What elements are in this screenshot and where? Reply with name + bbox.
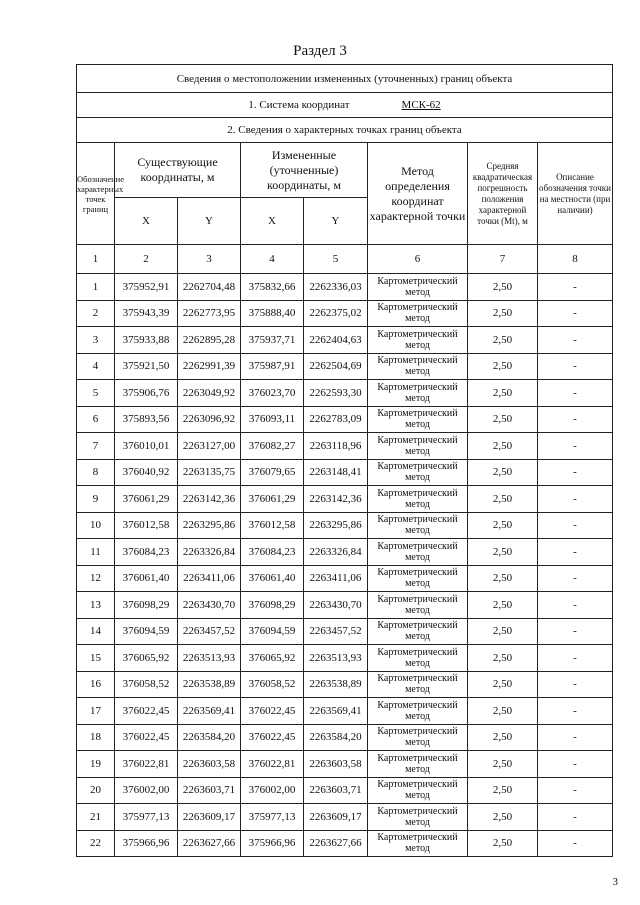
table-row bbox=[77, 777, 613, 804]
cell-method: Картометрический метод bbox=[368, 592, 468, 619]
table-row bbox=[77, 512, 613, 539]
cell-accuracy: 2,50 bbox=[468, 592, 538, 619]
header-existing-y: Y bbox=[178, 198, 241, 245]
cell-existing-y: 2263430,70 bbox=[178, 592, 241, 619]
cell-changed-x: 376065,92 bbox=[241, 645, 304, 672]
cell-accuracy: 2,50 bbox=[468, 486, 538, 513]
cell-method: Картометрический метод bbox=[368, 618, 468, 645]
cell-existing-x: 375943,39 bbox=[115, 300, 178, 327]
cell-accuracy: 2,50 bbox=[468, 300, 538, 327]
cell-changed-x: 376012,58 bbox=[241, 512, 304, 539]
cell-changed-y: 2263118,96 bbox=[304, 433, 368, 460]
cell-existing-y: 2262704,48 bbox=[178, 274, 241, 301]
cell-accuracy: 2,50 bbox=[468, 830, 538, 857]
cell-description: - bbox=[538, 671, 613, 698]
header-designation: Обозначение характерных точек границ bbox=[77, 143, 115, 245]
column-number: 5 bbox=[304, 245, 368, 274]
cell-point-number: 13 bbox=[77, 592, 115, 619]
cell-changed-y: 2263142,36 bbox=[304, 486, 368, 513]
cell-accuracy: 2,50 bbox=[468, 274, 538, 301]
cell-accuracy: 2,50 bbox=[468, 751, 538, 778]
cell-existing-x: 376022,45 bbox=[115, 698, 178, 725]
cell-existing-x: 376010,01 bbox=[115, 433, 178, 460]
cell-changed-x: 376022,45 bbox=[241, 724, 304, 751]
column-number: 7 bbox=[468, 245, 538, 274]
cell-existing-y: 2263049,92 bbox=[178, 380, 241, 407]
cell-existing-y: 2263603,58 bbox=[178, 751, 241, 778]
table-row bbox=[77, 724, 613, 751]
table-row bbox=[77, 327, 613, 354]
cell-changed-y: 2262783,09 bbox=[304, 406, 368, 433]
cell-changed-x: 376082,27 bbox=[241, 433, 304, 460]
cell-point-number: 2 bbox=[77, 300, 115, 327]
cell-existing-y: 2263096,92 bbox=[178, 406, 241, 433]
cell-description: - bbox=[538, 433, 613, 460]
cell-existing-y: 2263627,66 bbox=[178, 830, 241, 857]
cell-changed-y: 2263609,17 bbox=[304, 804, 368, 831]
cell-changed-x: 376058,52 bbox=[241, 671, 304, 698]
cell-accuracy: 2,50 bbox=[468, 565, 538, 592]
cell-existing-y: 2262895,28 bbox=[178, 327, 241, 354]
cell-description: - bbox=[538, 698, 613, 725]
cell-accuracy: 2,50 bbox=[468, 645, 538, 672]
cell-changed-y: 2262375,02 bbox=[304, 300, 368, 327]
cell-existing-x: 376012,58 bbox=[115, 512, 178, 539]
cell-point-number: 9 bbox=[77, 486, 115, 513]
cell-changed-y: 2263627,66 bbox=[304, 830, 368, 857]
cell-point-number: 10 bbox=[77, 512, 115, 539]
header-changed-coords: Измененные (уточненные) координаты, м bbox=[241, 143, 368, 198]
page-number: 3 bbox=[612, 876, 618, 888]
cell-changed-y: 2262504,69 bbox=[304, 353, 368, 380]
cell-existing-y: 2263569,41 bbox=[178, 698, 241, 725]
cell-accuracy: 2,50 bbox=[468, 433, 538, 460]
cell-point-number: 21 bbox=[77, 804, 115, 831]
cell-method: Картометрический метод bbox=[368, 777, 468, 804]
cell-existing-x: 375893,56 bbox=[115, 406, 178, 433]
cell-method: Картометрический метод bbox=[368, 671, 468, 698]
cell-point-number: 15 bbox=[77, 645, 115, 672]
header-existing-x: X bbox=[115, 198, 178, 245]
table-row bbox=[77, 565, 613, 592]
cell-method: Картометрический метод bbox=[368, 645, 468, 672]
cell-changed-y: 2262593,30 bbox=[304, 380, 368, 407]
cell-method: Картометрический метод bbox=[368, 353, 468, 380]
table-row bbox=[77, 645, 613, 672]
cell-description: - bbox=[538, 618, 613, 645]
table-title: Сведения о местоположении измененных (уточненных) границ объекта bbox=[77, 65, 613, 93]
cell-description: - bbox=[538, 592, 613, 619]
cell-point-number: 4 bbox=[77, 353, 115, 380]
cell-existing-x: 375933,88 bbox=[115, 327, 178, 354]
cell-point-number: 5 bbox=[77, 380, 115, 407]
cell-description: - bbox=[538, 406, 613, 433]
cell-method: Картометрический метод bbox=[368, 406, 468, 433]
cell-method: Картометрический метод bbox=[368, 565, 468, 592]
cell-existing-x: 376061,40 bbox=[115, 565, 178, 592]
cell-accuracy: 2,50 bbox=[468, 777, 538, 804]
cell-changed-x: 375937,71 bbox=[241, 327, 304, 354]
cell-changed-x: 375966,96 bbox=[241, 830, 304, 857]
cell-description: - bbox=[538, 486, 613, 513]
cell-method: Картометрический метод bbox=[368, 830, 468, 857]
cell-point-number: 7 bbox=[77, 433, 115, 460]
cell-existing-x: 375921,50 bbox=[115, 353, 178, 380]
cell-changed-x: 376084,23 bbox=[241, 539, 304, 566]
cell-point-number: 14 bbox=[77, 618, 115, 645]
cell-existing-x: 376094,59 bbox=[115, 618, 178, 645]
table-row bbox=[77, 804, 613, 831]
coord-system-label: 1. Система координат bbox=[248, 99, 350, 111]
cell-changed-y: 2263584,20 bbox=[304, 724, 368, 751]
cell-method: Картометрический метод bbox=[368, 327, 468, 354]
table-row bbox=[77, 274, 613, 301]
cell-description: - bbox=[538, 327, 613, 354]
cell-changed-y: 2263326,84 bbox=[304, 539, 368, 566]
cell-existing-y: 2263457,52 bbox=[178, 618, 241, 645]
cell-existing-x: 375952,91 bbox=[115, 274, 178, 301]
cell-method: Картометрический метод bbox=[368, 300, 468, 327]
cell-changed-x: 375832,66 bbox=[241, 274, 304, 301]
column-numbers-row bbox=[77, 245, 613, 274]
cell-description: - bbox=[538, 274, 613, 301]
header-method: Метод определения координат характерной точки bbox=[368, 143, 468, 245]
cell-existing-y: 2263584,20 bbox=[178, 724, 241, 751]
boundary-points-table bbox=[76, 64, 613, 857]
cell-changed-x: 376093,11 bbox=[241, 406, 304, 433]
header-description: Описание обозначения точки на местности (при наличии) bbox=[538, 143, 613, 245]
cell-description: - bbox=[538, 300, 613, 327]
cell-changed-x: 375977,13 bbox=[241, 804, 304, 831]
cell-accuracy: 2,50 bbox=[468, 539, 538, 566]
cell-changed-y: 2263411,06 bbox=[304, 565, 368, 592]
section-title: Раздел 3 bbox=[293, 43, 347, 59]
header-changed-y: Y bbox=[304, 198, 368, 245]
cell-existing-y: 2262991,39 bbox=[178, 353, 241, 380]
cell-existing-x: 376058,52 bbox=[115, 671, 178, 698]
cell-accuracy: 2,50 bbox=[468, 804, 538, 831]
cell-changed-y: 2263569,41 bbox=[304, 698, 368, 725]
cell-changed-y: 2263513,93 bbox=[304, 645, 368, 672]
cell-existing-x: 376061,29 bbox=[115, 486, 178, 513]
table-row bbox=[77, 300, 613, 327]
table-row bbox=[77, 433, 613, 460]
cell-existing-y: 2263411,06 bbox=[178, 565, 241, 592]
cell-method: Картометрический метод bbox=[368, 724, 468, 751]
cell-changed-y: 2263430,70 bbox=[304, 592, 368, 619]
cell-point-number: 19 bbox=[77, 751, 115, 778]
cell-accuracy: 2,50 bbox=[468, 459, 538, 486]
cell-changed-y: 2262404,63 bbox=[304, 327, 368, 354]
cell-changed-y: 2262336,03 bbox=[304, 274, 368, 301]
cell-point-number: 1 bbox=[77, 274, 115, 301]
cell-changed-y: 2263457,52 bbox=[304, 618, 368, 645]
cell-changed-y: 2263538,89 bbox=[304, 671, 368, 698]
table-row bbox=[77, 406, 613, 433]
cell-method: Картометрический метод bbox=[368, 433, 468, 460]
cell-method: Картометрический метод bbox=[368, 486, 468, 513]
cell-method: Картометрический метод bbox=[368, 804, 468, 831]
cell-accuracy: 2,50 bbox=[468, 618, 538, 645]
cell-accuracy: 2,50 bbox=[468, 512, 538, 539]
cell-changed-x: 376061,29 bbox=[241, 486, 304, 513]
table-row bbox=[77, 459, 613, 486]
cell-description: - bbox=[538, 512, 613, 539]
cell-point-number: 11 bbox=[77, 539, 115, 566]
cell-accuracy: 2,50 bbox=[468, 380, 538, 407]
cell-changed-y: 2263603,71 bbox=[304, 777, 368, 804]
cell-existing-y: 2263142,36 bbox=[178, 486, 241, 513]
cell-existing-x: 376002,00 bbox=[115, 777, 178, 804]
cell-method: Картометрический метод bbox=[368, 512, 468, 539]
cell-existing-y: 2263127,00 bbox=[178, 433, 241, 460]
cell-existing-x: 375966,96 bbox=[115, 830, 178, 857]
cell-changed-x: 376079,65 bbox=[241, 459, 304, 486]
table-row bbox=[77, 618, 613, 645]
header-accuracy: Средняя квадратическая погрешность положения характерной точки (Mt), м bbox=[468, 143, 538, 245]
cell-point-number: 3 bbox=[77, 327, 115, 354]
table-row bbox=[77, 592, 613, 619]
coord-system-value: МСК-62 bbox=[401, 99, 441, 111]
table-row bbox=[77, 380, 613, 407]
cell-method: Картометрический метод bbox=[368, 751, 468, 778]
cell-description: - bbox=[538, 380, 613, 407]
cell-method: Картометрический метод bbox=[368, 539, 468, 566]
cell-changed-x: 376094,59 bbox=[241, 618, 304, 645]
column-number: 4 bbox=[241, 245, 304, 274]
cell-existing-y: 2263135,75 bbox=[178, 459, 241, 486]
cell-description: - bbox=[538, 830, 613, 857]
cell-existing-x: 376040,92 bbox=[115, 459, 178, 486]
cell-accuracy: 2,50 bbox=[468, 327, 538, 354]
cell-point-number: 20 bbox=[77, 777, 115, 804]
cell-method: Картометрический метод bbox=[368, 380, 468, 407]
cell-point-number: 18 bbox=[77, 724, 115, 751]
cell-point-number: 17 bbox=[77, 698, 115, 725]
cell-description: - bbox=[538, 459, 613, 486]
cell-accuracy: 2,50 bbox=[468, 724, 538, 751]
cell-description: - bbox=[538, 539, 613, 566]
cell-existing-x: 376098,29 bbox=[115, 592, 178, 619]
cell-point-number: 6 bbox=[77, 406, 115, 433]
cell-method: Картометрический метод bbox=[368, 274, 468, 301]
cell-changed-x: 376061,40 bbox=[241, 565, 304, 592]
cell-changed-y: 2263295,86 bbox=[304, 512, 368, 539]
cell-description: - bbox=[538, 751, 613, 778]
cell-changed-x: 376023,70 bbox=[241, 380, 304, 407]
column-number: 1 bbox=[77, 245, 115, 274]
cell-description: - bbox=[538, 645, 613, 672]
cell-description: - bbox=[538, 724, 613, 751]
table-row bbox=[77, 751, 613, 778]
table-row bbox=[77, 486, 613, 513]
cell-changed-y: 2263148,41 bbox=[304, 459, 368, 486]
cell-method: Картометрический метод bbox=[368, 698, 468, 725]
cell-existing-x: 375906,76 bbox=[115, 380, 178, 407]
cell-description: - bbox=[538, 804, 613, 831]
cell-point-number: 22 bbox=[77, 830, 115, 857]
cell-existing-y: 2263603,71 bbox=[178, 777, 241, 804]
cell-description: - bbox=[538, 565, 613, 592]
coord-system-row bbox=[77, 93, 613, 118]
cell-existing-x: 375977,13 bbox=[115, 804, 178, 831]
points-section-label: 2. Сведения о характерных точках границ объекта bbox=[77, 118, 613, 143]
cell-accuracy: 2,50 bbox=[468, 353, 538, 380]
header-existing-coords: Существующие координаты, м bbox=[115, 143, 241, 198]
table-row bbox=[77, 353, 613, 380]
cell-description: - bbox=[538, 777, 613, 804]
cell-point-number: 16 bbox=[77, 671, 115, 698]
cell-changed-x: 375888,40 bbox=[241, 300, 304, 327]
cell-accuracy: 2,50 bbox=[468, 406, 538, 433]
cell-existing-y: 2262773,95 bbox=[178, 300, 241, 327]
cell-changed-x: 376022,81 bbox=[241, 751, 304, 778]
column-number: 3 bbox=[178, 245, 241, 274]
cell-existing-x: 376084,23 bbox=[115, 539, 178, 566]
cell-changed-x: 375987,91 bbox=[241, 353, 304, 380]
cell-changed-x: 376098,29 bbox=[241, 592, 304, 619]
cell-description: - bbox=[538, 353, 613, 380]
cell-changed-x: 376022,45 bbox=[241, 698, 304, 725]
cell-existing-x: 376065,92 bbox=[115, 645, 178, 672]
column-number: 2 bbox=[115, 245, 178, 274]
cell-accuracy: 2,50 bbox=[468, 671, 538, 698]
header-changed-x: X bbox=[241, 198, 304, 245]
cell-point-number: 12 bbox=[77, 565, 115, 592]
column-number: 6 bbox=[368, 245, 468, 274]
cell-method: Картометрический метод bbox=[368, 459, 468, 486]
cell-changed-x: 376002,00 bbox=[241, 777, 304, 804]
cell-existing-y: 2263513,93 bbox=[178, 645, 241, 672]
cell-existing-y: 2263295,86 bbox=[178, 512, 241, 539]
cell-existing-x: 376022,81 bbox=[115, 751, 178, 778]
cell-existing-y: 2263326,84 bbox=[178, 539, 241, 566]
cell-existing-y: 2263538,89 bbox=[178, 671, 241, 698]
cell-existing-x: 376022,45 bbox=[115, 724, 178, 751]
table-row bbox=[77, 539, 613, 566]
column-number: 8 bbox=[538, 245, 613, 274]
table-row bbox=[77, 698, 613, 725]
table-row bbox=[77, 830, 613, 857]
cell-accuracy: 2,50 bbox=[468, 698, 538, 725]
cell-changed-y: 2263603,58 bbox=[304, 751, 368, 778]
cell-point-number: 8 bbox=[77, 459, 115, 486]
table-row bbox=[77, 671, 613, 698]
cell-existing-y: 2263609,17 bbox=[178, 804, 241, 831]
